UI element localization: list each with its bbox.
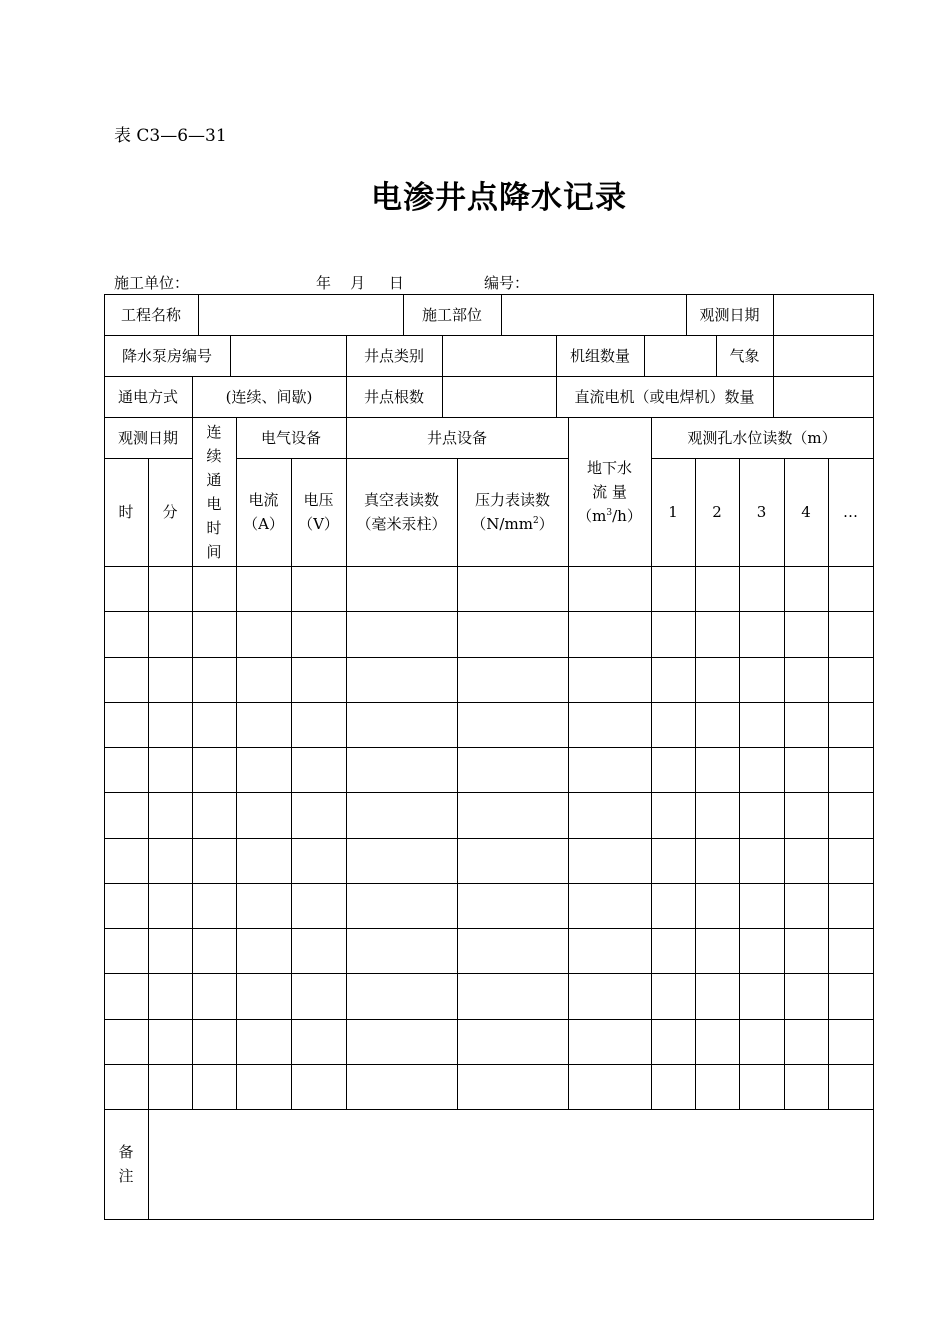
col-groundwater-line2: 流 量 — [592, 482, 627, 501]
table-rule — [192, 376, 193, 418]
table-row — [104, 1019, 873, 1064]
table-cell[interactable] — [695, 566, 739, 611]
table-cell[interactable] — [457, 928, 568, 973]
col-vacuum-name: 真空表读数 — [363, 491, 439, 509]
table-cell[interactable] — [291, 1019, 346, 1064]
table-cell[interactable] — [784, 566, 828, 611]
table-cell[interactable] — [568, 747, 651, 792]
table-cell[interactable] — [784, 1064, 828, 1109]
col-voltage-name: 电压 — [303, 491, 334, 509]
table-cell[interactable] — [457, 611, 568, 657]
col-voltage-unit: （V） — [298, 515, 339, 533]
table-cell[interactable] — [236, 566, 291, 611]
table-cell[interactable] — [192, 657, 236, 702]
table-cell[interactable] — [104, 883, 148, 928]
table-rule — [403, 294, 404, 336]
table-cell[interactable] — [457, 566, 568, 611]
table-cell[interactable] — [236, 747, 291, 792]
table-cell[interactable] — [695, 1019, 739, 1064]
table-cell[interactable] — [651, 792, 695, 838]
table-row — [104, 928, 873, 973]
table-cell[interactable] — [739, 657, 784, 702]
table-cell[interactable] — [148, 611, 192, 657]
table-cell[interactable] — [739, 883, 784, 928]
table-cell[interactable] — [457, 1064, 568, 1109]
table-cell[interactable] — [291, 657, 346, 702]
table-cell[interactable] — [236, 838, 291, 883]
table-cell[interactable] — [695, 1064, 739, 1109]
table-cell[interactable] — [457, 702, 568, 747]
table-cell[interactable] — [291, 928, 346, 973]
table-cell[interactable] — [739, 1064, 784, 1109]
col-hole-more: … — [843, 503, 858, 521]
table-cell[interactable] — [784, 702, 828, 747]
construction-unit-label: 施工单位： — [114, 274, 190, 292]
table-cell[interactable] — [192, 1019, 236, 1064]
table-cell[interactable] — [568, 611, 651, 657]
table-cell[interactable] — [346, 702, 457, 747]
col-continuous-time — [192, 417, 236, 566]
table-cell[interactable] — [568, 792, 651, 838]
project-name-field[interactable] — [198, 294, 403, 335]
table-cell[interactable] — [568, 1064, 651, 1109]
table-rule — [716, 335, 717, 377]
table-cell[interactable] — [651, 566, 695, 611]
table-cell[interactable] — [291, 747, 346, 792]
dc-motor-count-label: 直流电机（或电焊机）数量 — [574, 387, 755, 406]
table-cell[interactable] — [346, 1064, 457, 1109]
table-cell[interactable] — [192, 883, 236, 928]
table-cell[interactable] — [828, 838, 873, 883]
form-code: 表 C3—6—31 — [114, 126, 227, 146]
table-cell[interactable] — [457, 657, 568, 702]
table-row — [104, 838, 873, 883]
table-cell[interactable] — [784, 792, 828, 838]
table-rule — [104, 1219, 874, 1220]
table-cell[interactable] — [104, 928, 148, 973]
table-cell[interactable] — [739, 792, 784, 838]
observe-date-label: 观测日期 — [699, 305, 760, 324]
table-cell[interactable] — [104, 611, 148, 657]
col-current-name: 电流 — [248, 491, 279, 509]
table-cell[interactable] — [784, 973, 828, 1019]
table-cell[interactable] — [236, 792, 291, 838]
table-row — [104, 702, 873, 747]
col-groundwater-unit: $(m^3/h)$ — [577, 506, 642, 525]
weather-field[interactable] — [773, 335, 873, 376]
construction-part-label: 施工部位 — [421, 305, 482, 324]
page-title: 电渗井点降水记录 — [371, 180, 627, 216]
well-count-field[interactable] — [442, 376, 556, 417]
dc-motor-count-field[interactable] — [773, 376, 873, 417]
col-pressure-unit: $(N/mm^2)$ — [471, 515, 554, 533]
table-cell[interactable] — [784, 928, 828, 973]
table-cell[interactable] — [148, 1064, 192, 1109]
table-row — [104, 611, 873, 657]
table-cell[interactable] — [291, 702, 346, 747]
table-cell[interactable] — [651, 657, 695, 702]
table-cell[interactable] — [192, 928, 236, 973]
table-cell[interactable] — [346, 611, 457, 657]
table-rule — [104, 417, 874, 418]
table-cell[interactable] — [104, 792, 148, 838]
table-cell[interactable] — [104, 1064, 148, 1109]
table-cell[interactable] — [695, 838, 739, 883]
table-rule — [442, 376, 443, 418]
remarks-label: 备注 — [118, 1143, 134, 1185]
table-cell[interactable] — [457, 792, 568, 838]
table-cell[interactable] — [739, 973, 784, 1019]
table-cell[interactable] — [651, 883, 695, 928]
table-cell[interactable] — [828, 702, 873, 747]
table-cell[interactable] — [192, 702, 236, 747]
table-cell[interactable] — [236, 883, 291, 928]
table-cell[interactable] — [236, 657, 291, 702]
table-cell[interactable] — [457, 973, 568, 1019]
table-cell[interactable] — [148, 883, 192, 928]
table-cell[interactable] — [828, 928, 873, 973]
table-cell[interactable] — [291, 792, 346, 838]
unit-count-label: 机组数量 — [569, 346, 630, 365]
table-cell[interactable] — [828, 657, 873, 702]
table-cell[interactable] — [346, 566, 457, 611]
table-row — [104, 747, 873, 792]
table-cell[interactable] — [568, 883, 651, 928]
table-cell[interactable] — [346, 838, 457, 883]
table-rule — [773, 376, 774, 418]
table-cell[interactable] — [828, 792, 873, 838]
table-rule — [501, 294, 502, 336]
table-rule — [773, 335, 774, 377]
col-hole-3: 3 — [756, 503, 767, 521]
table-cell[interactable] — [651, 973, 695, 1019]
col-current — [236, 458, 291, 566]
col-minute: 分 — [162, 503, 178, 521]
table-cell[interactable] — [568, 1019, 651, 1064]
unit-count-field[interactable] — [644, 335, 716, 376]
table-rule — [686, 294, 687, 336]
table-cell[interactable] — [291, 973, 346, 1019]
weather-label: 气象 — [729, 346, 760, 365]
table-cell[interactable] — [828, 973, 873, 1019]
table-rule — [442, 335, 443, 377]
table-cell[interactable] — [192, 838, 236, 883]
table-cell[interactable] — [148, 566, 192, 611]
table-cell[interactable] — [651, 928, 695, 973]
table-cell[interactable] — [568, 973, 651, 1019]
table-cell[interactable] — [568, 838, 651, 883]
table-cell[interactable] — [695, 973, 739, 1019]
col-observe-date: 观测日期 — [117, 428, 178, 447]
table-cell[interactable] — [346, 657, 457, 702]
table-cell[interactable] — [695, 747, 739, 792]
date-label: 年 月 日 — [316, 274, 404, 292]
table-row — [104, 883, 873, 928]
table-rule — [104, 1109, 874, 1110]
table-cell[interactable] — [148, 747, 192, 792]
table-cell[interactable] — [236, 1064, 291, 1109]
table-cell[interactable] — [148, 973, 192, 1019]
col-vacuum — [346, 458, 457, 566]
table-cell[interactable] — [104, 1019, 148, 1064]
table-rule — [230, 335, 231, 377]
table-rule — [773, 294, 774, 336]
table-cell[interactable] — [148, 792, 192, 838]
table-cell[interactable] — [739, 747, 784, 792]
observe-date-field[interactable] — [773, 294, 873, 335]
table-cell[interactable] — [784, 838, 828, 883]
table-row — [104, 973, 873, 1019]
table-row — [104, 792, 873, 838]
table-cell[interactable] — [148, 838, 192, 883]
table-rule — [651, 458, 874, 459]
table-rule — [644, 335, 645, 377]
table-cell[interactable] — [695, 792, 739, 838]
col-vacuum-unit: （毫米汞柱） — [356, 515, 447, 533]
table-rule — [198, 294, 199, 336]
table-cell[interactable] — [784, 1019, 828, 1064]
table-cell[interactable] — [346, 747, 457, 792]
table-cell[interactable] — [739, 611, 784, 657]
table-rule — [104, 335, 874, 336]
table-cell[interactable] — [739, 928, 784, 973]
pump-room-no-label: 降水泵房编号 — [121, 346, 212, 365]
col-voltage — [291, 458, 346, 566]
table-cell[interactable] — [236, 973, 291, 1019]
table-rule — [104, 376, 874, 377]
table-cell[interactable] — [346, 883, 457, 928]
table-cell[interactable] — [104, 657, 148, 702]
col-groundwater-line1: 地下水 — [586, 458, 632, 477]
table-cell[interactable] — [828, 566, 873, 611]
table-cell[interactable] — [739, 702, 784, 747]
table-cell[interactable] — [192, 566, 236, 611]
col-electrical: 电气设备 — [260, 428, 321, 447]
table-cell[interactable] — [695, 611, 739, 657]
col-groundwater-flow — [568, 417, 651, 566]
col-hole-4: 4 — [801, 503, 811, 521]
power-mode-label: 通电方式 — [117, 387, 178, 406]
table-cell[interactable] — [457, 838, 568, 883]
well-type-field[interactable] — [442, 335, 556, 376]
table-rule — [556, 335, 557, 377]
table-cell[interactable] — [236, 928, 291, 973]
table-cell[interactable] — [192, 747, 236, 792]
table-cell[interactable] — [651, 747, 695, 792]
col-current-unit: （A） — [243, 515, 284, 533]
table-row — [104, 1064, 873, 1109]
table-cell[interactable] — [695, 702, 739, 747]
table-rule — [873, 294, 874, 1220]
table-cell[interactable] — [828, 1019, 873, 1064]
table-cell[interactable] — [192, 973, 236, 1019]
table-cell[interactable] — [568, 657, 651, 702]
table-cell[interactable] — [568, 566, 651, 611]
table-cell[interactable] — [192, 792, 236, 838]
table-cell[interactable] — [346, 928, 457, 973]
table-rule — [346, 376, 347, 418]
table-cell[interactable] — [457, 883, 568, 928]
table-cell[interactable] — [104, 566, 148, 611]
col-pressure-name: 压力表读数 — [474, 491, 550, 509]
table-cell[interactable] — [346, 792, 457, 838]
table-cell[interactable] — [148, 657, 192, 702]
table-cell[interactable] — [828, 883, 873, 928]
table-cell[interactable] — [192, 611, 236, 657]
table-cell[interactable] — [651, 611, 695, 657]
table-row — [104, 657, 873, 702]
form-number-label: 编号： — [484, 274, 530, 292]
construction-part-field[interactable] — [501, 294, 686, 335]
table-cell[interactable] — [236, 1019, 291, 1064]
table-cell[interactable] — [784, 747, 828, 792]
table-cell[interactable] — [291, 566, 346, 611]
table-cell[interactable] — [236, 611, 291, 657]
table-cell[interactable] — [651, 1064, 695, 1109]
table-cell[interactable] — [148, 1019, 192, 1064]
table-cell[interactable] — [291, 1064, 346, 1109]
table-cell[interactable] — [568, 702, 651, 747]
table-cell[interactable] — [828, 1064, 873, 1109]
table-cell[interactable] — [739, 1019, 784, 1064]
table-cell[interactable] — [291, 611, 346, 657]
table-cell[interactable] — [739, 838, 784, 883]
table-cell[interactable] — [346, 1019, 457, 1064]
table-cell[interactable] — [695, 657, 739, 702]
table-cell[interactable] — [104, 973, 148, 1019]
table-cell[interactable] — [784, 611, 828, 657]
project-name-label: 工程名称 — [120, 305, 181, 324]
record-table — [104, 294, 873, 1219]
table-cell[interactable] — [291, 838, 346, 883]
table-cell[interactable] — [236, 702, 291, 747]
table-cell[interactable] — [784, 657, 828, 702]
table-cell[interactable] — [104, 702, 148, 747]
table-rule — [104, 294, 874, 295]
table-cell[interactable] — [651, 702, 695, 747]
table-rule — [148, 1109, 149, 1220]
table-cell[interactable] — [828, 747, 873, 792]
table-cell[interactable] — [457, 747, 568, 792]
well-count-label: 井点根数 — [363, 387, 424, 406]
col-hole-level: 观测孔水位读数（m） — [687, 428, 837, 447]
remarks-field[interactable] — [148, 1109, 873, 1219]
table-cell[interactable] — [695, 883, 739, 928]
table-cell[interactable] — [784, 883, 828, 928]
table-cell[interactable] — [148, 928, 192, 973]
table-rule — [556, 376, 557, 418]
table-cell[interactable] — [457, 1019, 568, 1064]
pump-room-no-field[interactable] — [230, 335, 346, 376]
col-hole-1: 1 — [668, 503, 678, 521]
table-row — [104, 566, 873, 611]
table-rule — [346, 335, 347, 377]
table-cell[interactable] — [104, 747, 148, 792]
well-type-label: 井点类别 — [363, 346, 424, 365]
table-cell[interactable] — [568, 928, 651, 973]
table-cell[interactable] — [148, 702, 192, 747]
table-cell[interactable] — [739, 566, 784, 611]
table-cell[interactable] — [104, 838, 148, 883]
col-well-equipment: 井点设备 — [426, 428, 487, 447]
col-hole-2: 2 — [712, 503, 722, 521]
table-cell[interactable] — [651, 1019, 695, 1064]
power-mode-value[interactable]: (连续、间歇) — [225, 387, 313, 406]
table-cell[interactable] — [291, 883, 346, 928]
col-continuous-time-text: 连续通电时间 — [206, 422, 222, 561]
table-cell[interactable] — [346, 973, 457, 1019]
table-cell[interactable] — [695, 928, 739, 973]
table-cell[interactable] — [828, 611, 873, 657]
table-cell[interactable] — [192, 1064, 236, 1109]
table-rule — [236, 458, 569, 459]
col-hour: 时 — [118, 503, 134, 521]
col-pressure — [457, 458, 568, 566]
table-cell[interactable] — [651, 838, 695, 883]
